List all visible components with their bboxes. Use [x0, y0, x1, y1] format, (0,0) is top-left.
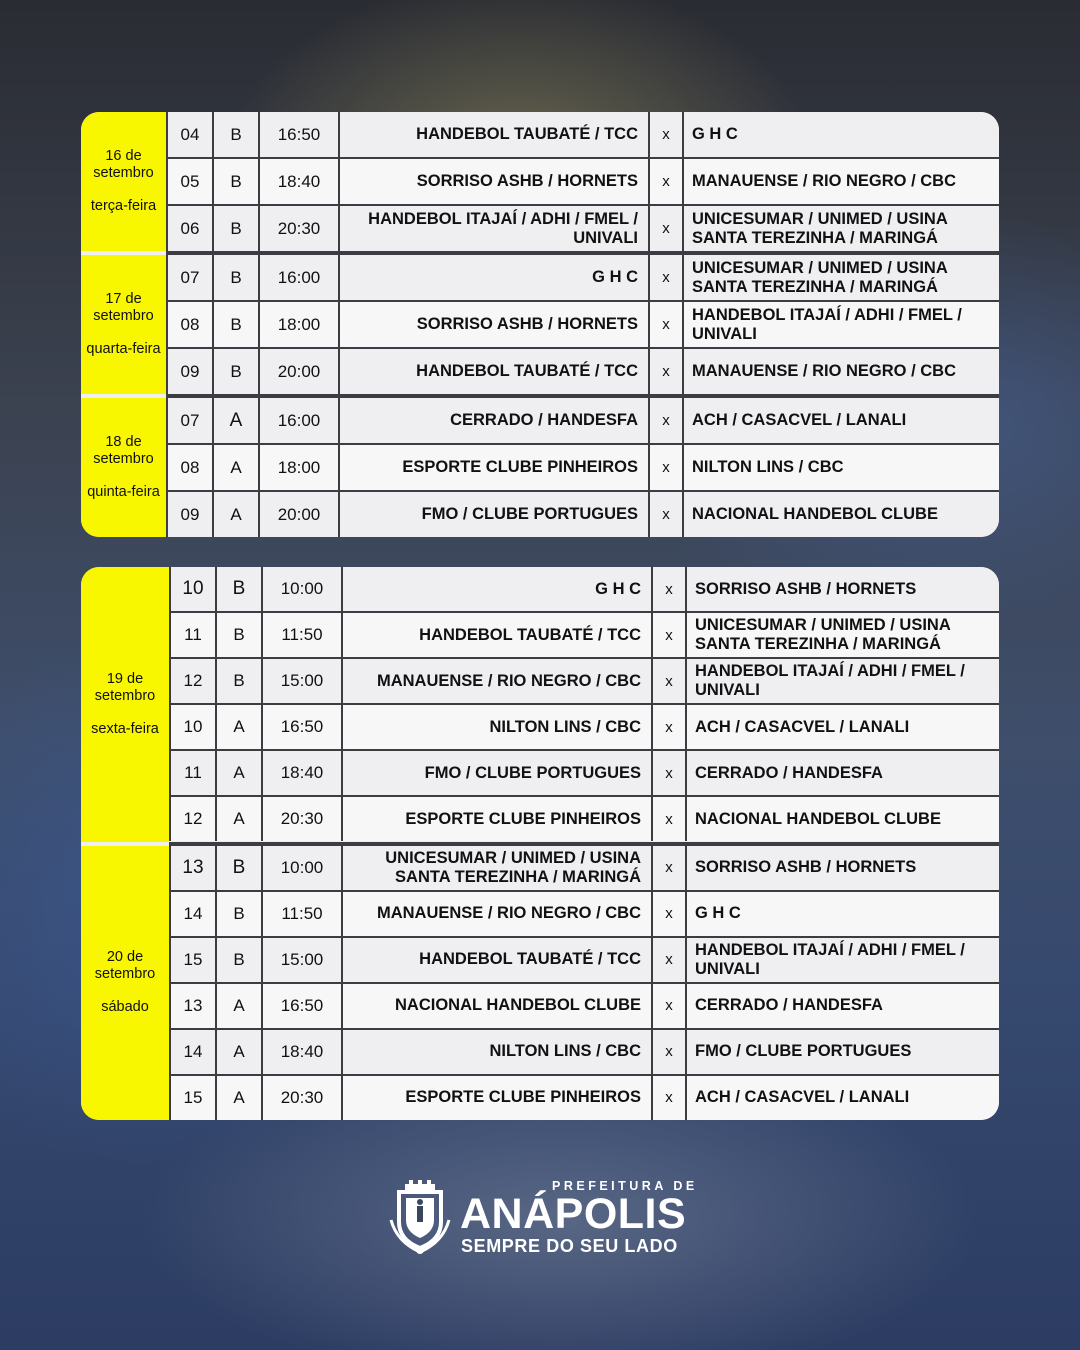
versus-mark: x	[648, 112, 682, 157]
game-time: 16:50	[261, 705, 341, 749]
game-time: 11:50	[261, 613, 341, 657]
day-label	[81, 255, 166, 398]
game-row	[169, 984, 999, 1030]
day-weekday: terça-feira	[90, 198, 157, 214]
game-time: 10:00	[261, 846, 341, 890]
home-team: HANDEBOL TAUBATÉ / TCC	[341, 938, 651, 982]
game-group: B	[215, 892, 261, 936]
away-team: ACH / CASACVEL / LANALI	[685, 705, 999, 749]
game-row	[169, 938, 999, 984]
away-team: NACIONAL HANDEBOL CLUBE	[682, 492, 999, 537]
game-group: A	[212, 445, 258, 490]
versus-mark: x	[651, 1030, 685, 1074]
versus-mark: x	[651, 892, 685, 936]
away-team: SORRISO ASHB / HORNETS	[685, 846, 999, 890]
game-number: 15	[169, 1076, 215, 1120]
day-label	[81, 398, 166, 537]
game-row	[169, 567, 999, 613]
home-team: NILTON LINS / CBC	[341, 1030, 651, 1074]
game-time: 20:00	[258, 349, 338, 394]
home-team: G H C	[338, 255, 648, 300]
game-row	[166, 302, 999, 349]
day-games	[166, 112, 999, 255]
away-team: ACH / CASACVEL / LANALI	[685, 1076, 999, 1120]
day-games	[169, 567, 999, 846]
home-team: SORRISO ASHB / HORNETS	[338, 302, 648, 347]
versus-mark: x	[651, 938, 685, 982]
game-row	[166, 159, 999, 206]
away-team: CERRADO / HANDESFA	[685, 751, 999, 795]
versus-mark: x	[648, 255, 682, 300]
day-games	[166, 255, 999, 398]
footer-logo	[0, 1170, 1080, 1260]
schedule-panel-1	[81, 112, 999, 537]
game-row	[166, 206, 999, 251]
game-group: A	[215, 1030, 261, 1074]
game-number: 08	[166, 302, 212, 347]
day-weekday: quinta-feira	[87, 484, 160, 500]
versus-mark: x	[651, 613, 685, 657]
home-team: FMO / CLUBE PORTUGUES	[338, 492, 648, 537]
home-team: UNICESUMAR / UNIMED / USINA SANTA TEREZINHA / MARINGÁ	[341, 846, 651, 890]
away-team: G H C	[685, 892, 999, 936]
game-row	[169, 659, 999, 705]
game-number: 07	[166, 398, 212, 443]
away-team: ACH / CASACVEL / LANALI	[682, 398, 999, 443]
home-team: MANAUENSE / RIO NEGRO / CBC	[341, 659, 651, 703]
day-column	[81, 567, 169, 1120]
game-number: 15	[169, 938, 215, 982]
home-team: FMO / CLUBE PORTUGUES	[341, 751, 651, 795]
game-row	[166, 445, 999, 492]
game-number: 11	[169, 613, 215, 657]
away-team: G H C	[682, 112, 999, 157]
away-team: UNICESUMAR / UNIMED / USINA SANTA TEREZINHA / MARINGÁ	[682, 206, 999, 251]
game-number: 10	[169, 705, 215, 749]
game-time: 20:30	[261, 797, 341, 841]
versus-mark: x	[648, 349, 682, 394]
day-column	[81, 112, 166, 537]
versus-mark: x	[648, 445, 682, 490]
versus-mark: x	[651, 751, 685, 795]
day-weekday: sábado	[101, 999, 149, 1016]
away-team: SORRISO ASHB / HORNETS	[685, 567, 999, 611]
home-team: ESPORTE CLUBE PINHEIROS	[341, 797, 651, 841]
versus-mark: x	[651, 846, 685, 890]
home-team: HANDEBOL TAUBATÉ / TCC	[338, 349, 648, 394]
brand-prefix: PREFEITURA DE	[552, 1179, 698, 1193]
game-time: 18:00	[258, 445, 338, 490]
game-row	[166, 255, 999, 302]
game-group: A	[215, 984, 261, 1028]
versus-mark: x	[648, 159, 682, 204]
game-group: A	[215, 1076, 261, 1120]
game-time: 10:00	[261, 567, 341, 611]
versus-mark: x	[648, 302, 682, 347]
game-number: 11	[169, 751, 215, 795]
day-label	[81, 567, 169, 846]
home-team: SORRISO ASHB / HORNETS	[338, 159, 648, 204]
game-row	[169, 846, 999, 892]
home-team: ESPORTE CLUBE PINHEIROS	[338, 445, 648, 490]
home-team: HANDEBOL TAUBATÉ / TCC	[338, 112, 648, 157]
home-team: ESPORTE CLUBE PINHEIROS	[341, 1076, 651, 1120]
game-number: 06	[166, 206, 212, 251]
game-number: 14	[169, 892, 215, 936]
game-time: 20:30	[261, 1076, 341, 1120]
game-number: 08	[166, 445, 212, 490]
game-time: 16:50	[261, 984, 341, 1028]
day-games	[169, 846, 999, 1121]
away-team: NACIONAL HANDEBOL CLUBE	[685, 797, 999, 841]
game-group: A	[215, 797, 261, 841]
game-row	[169, 705, 999, 751]
game-group: B	[215, 659, 261, 703]
day-games	[166, 398, 999, 537]
away-team: HANDEBOL ITAJAÍ / ADHI / FMEL / UNIVALI	[685, 659, 999, 703]
game-row	[169, 892, 999, 938]
game-number: 04	[166, 112, 212, 157]
game-row	[169, 797, 999, 841]
game-group: B	[212, 206, 258, 251]
game-number: 10	[169, 567, 215, 611]
game-time: 18:40	[261, 751, 341, 795]
day-weekday: sexta-feira	[91, 720, 159, 737]
game-time: 11:50	[261, 892, 341, 936]
game-time: 16:00	[258, 255, 338, 300]
game-row	[169, 751, 999, 797]
game-time: 20:00	[258, 492, 338, 537]
game-number: 05	[166, 159, 212, 204]
home-team: CERRADO / HANDESFA	[338, 398, 648, 443]
games-table	[169, 567, 999, 1120]
game-time: 16:00	[258, 398, 338, 443]
home-team: NILTON LINS / CBC	[341, 705, 651, 749]
game-group: A	[212, 398, 258, 443]
game-time: 16:50	[258, 112, 338, 157]
brand-city: ANÁPOLIS	[460, 1190, 687, 1238]
game-group: A	[212, 492, 258, 537]
game-number: 12	[169, 659, 215, 703]
game-number: 09	[166, 492, 212, 537]
game-group: B	[212, 302, 258, 347]
versus-mark: x	[651, 984, 685, 1028]
game-group: B	[215, 846, 261, 890]
game-group: B	[215, 567, 261, 611]
versus-mark: x	[648, 206, 682, 251]
home-team: MANAUENSE / RIO NEGRO / CBC	[341, 892, 651, 936]
game-group: B	[215, 613, 261, 657]
city-crest-icon	[387, 1180, 453, 1256]
away-team: CERRADO / HANDESFA	[685, 984, 999, 1028]
game-row	[169, 1030, 999, 1076]
away-team: HANDEBOL ITAJAÍ / ADHI / FMEL / UNIVALI	[685, 938, 999, 982]
versus-mark: x	[648, 398, 682, 443]
game-group: B	[215, 938, 261, 982]
home-team: HANDEBOL ITAJAÍ / ADHI / FMEL / UNIVALI	[338, 206, 648, 251]
away-team: HANDEBOL ITAJAÍ / ADHI / FMEL / UNIVALI	[682, 302, 999, 347]
game-group: B	[212, 112, 258, 157]
schedule-panel-2	[81, 567, 999, 1120]
day-date: 19 de setembro	[94, 670, 156, 704]
away-team: UNICESUMAR / UNIMED / USINA SANTA TEREZINHA / MARINGÁ	[685, 613, 999, 657]
day-date: 17 de setembro	[93, 291, 154, 324]
game-time: 20:30	[258, 206, 338, 251]
home-team: NACIONAL HANDEBOL CLUBE	[341, 984, 651, 1028]
game-group: B	[212, 349, 258, 394]
game-row	[169, 1076, 999, 1120]
versus-mark: x	[651, 705, 685, 749]
game-number: 13	[169, 984, 215, 1028]
game-group: B	[212, 255, 258, 300]
game-time: 15:00	[261, 659, 341, 703]
game-group: A	[215, 705, 261, 749]
game-row	[169, 613, 999, 659]
day-label	[81, 846, 169, 1121]
home-team: HANDEBOL TAUBATÉ / TCC	[341, 613, 651, 657]
game-number: 12	[169, 797, 215, 841]
away-team: UNICESUMAR / UNIMED / USINA SANTA TEREZINHA / MARINGÁ	[682, 255, 999, 300]
versus-mark: x	[651, 567, 685, 611]
away-team: MANAUENSE / RIO NEGRO / CBC	[682, 159, 999, 204]
game-group: A	[215, 751, 261, 795]
versus-mark: x	[651, 659, 685, 703]
game-row	[166, 398, 999, 445]
day-date: 18 de setembro	[93, 434, 154, 467]
versus-mark: x	[651, 797, 685, 841]
game-number: 13	[169, 846, 215, 890]
game-group: B	[212, 159, 258, 204]
versus-mark: x	[648, 492, 682, 537]
day-label	[81, 112, 166, 255]
away-team: NILTON LINS / CBC	[682, 445, 999, 490]
day-date: 20 de setembro	[94, 949, 156, 983]
day-weekday: quarta-feira	[86, 341, 161, 357]
game-time: 15:00	[261, 938, 341, 982]
games-table	[166, 112, 999, 537]
brand-slogan: SEMPRE DO SEU LADO	[461, 1236, 678, 1256]
game-number: 14	[169, 1030, 215, 1074]
away-team: MANAUENSE / RIO NEGRO / CBC	[682, 349, 999, 394]
game-row	[166, 349, 999, 394]
away-team: FMO / CLUBE PORTUGUES	[685, 1030, 999, 1074]
day-date: 16 de setembro	[93, 148, 154, 181]
game-number: 07	[166, 255, 212, 300]
versus-mark: x	[651, 1076, 685, 1120]
game-time: 18:40	[258, 159, 338, 204]
game-number: 09	[166, 349, 212, 394]
game-row	[166, 492, 999, 537]
game-row	[166, 112, 999, 159]
game-time: 18:40	[261, 1030, 341, 1074]
game-time: 18:00	[258, 302, 338, 347]
home-team: G H C	[341, 567, 651, 611]
